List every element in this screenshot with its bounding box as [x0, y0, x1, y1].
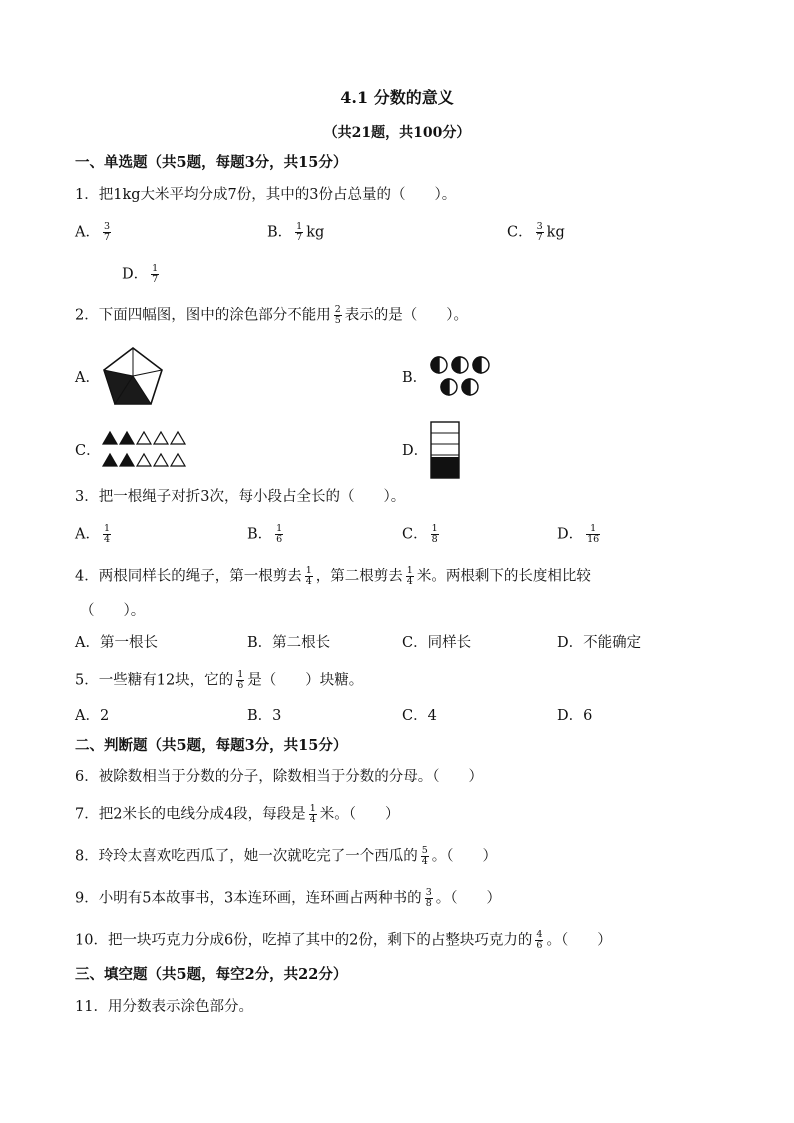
question-8-stem: [75, 846, 497, 867]
q3-option-a-label: A．: [75, 526, 100, 543]
q3-option-b-label: B．: [247, 526, 273, 543]
numerator: 1: [103, 523, 111, 534]
numerator: 3: [103, 221, 111, 232]
question-5-stem-post: 是（ ）块糖。: [247, 672, 364, 689]
q4-option-c: C．同样长: [402, 635, 472, 651]
question-8-stem-post: 。（ ）: [431, 848, 498, 865]
q2-option-c-label: C．: [75, 443, 101, 459]
q4-option-b: B．第二根长: [247, 635, 331, 651]
denominator: 4: [305, 576, 312, 587]
page-title: 4.1 分数的意义: [340, 88, 454, 107]
q3-option-a: [75, 524, 114, 545]
denominator: 4: [406, 576, 413, 587]
question-7-stem-post: 米。（ ）: [319, 806, 400, 823]
question-9-stem-pre: 9．小明有5本故事书，3本连环画，连环画占两种书的: [75, 890, 422, 907]
q1-option-d-fraction: [151, 264, 159, 285]
q1-option-a-label: A．: [75, 224, 100, 241]
section-heading-true-false: 二、判断题（共5题，每题3分，共15分）: [75, 737, 348, 754]
denominator: 6: [237, 680, 244, 691]
q3-option-d-label: D．: [557, 526, 584, 543]
question-8-fraction: [421, 846, 429, 867]
denominator: 6: [276, 534, 283, 545]
question-9-stem-post: 。（ ）: [435, 890, 501, 907]
question-7-fraction: [309, 804, 317, 825]
question-4-fraction-2: [406, 566, 414, 587]
numerator: 1: [431, 523, 438, 534]
q4-option-a: A．第一根长: [75, 635, 158, 651]
numerator: 1: [152, 263, 159, 274]
question-4-stem-line2: （ ）。: [80, 603, 146, 619]
q2-option-a-label: A．: [75, 370, 100, 386]
q5-option-d: D．6: [557, 708, 593, 724]
q3-option-c-fraction: [431, 524, 439, 545]
q3-option-c: [402, 524, 442, 545]
q2-option-d-label: D．: [402, 443, 429, 459]
denominator: 16: [587, 534, 600, 545]
numerator: 4: [536, 929, 543, 940]
question-7-stem: [75, 804, 399, 825]
question-9-fraction: [425, 888, 433, 909]
question-4-stem-post: 米。两根剩下的长度相比较: [416, 568, 591, 585]
denominator: 4: [421, 856, 428, 867]
question-10-stem-post: 。（ ）: [546, 932, 612, 949]
denominator: 4: [309, 814, 316, 825]
question-10-fraction: [535, 930, 543, 951]
section-heading-single-choice: 一、单选题（共5题，每题3分，共15分）: [75, 154, 348, 171]
question-3-stem: 3．把一根绳子对折3次，每小段占全长的（ ）。: [75, 489, 406, 505]
numerator: 2: [334, 304, 341, 315]
question-2-stem-post: 表示的是（ ）。: [344, 307, 469, 324]
numerator: 1: [276, 523, 283, 534]
question-10-stem-pre: 10．把一块巧克力分成6份，吃掉了其中的2份，剩下的占整块巧克力的: [75, 932, 533, 949]
question-4-stem: [75, 566, 591, 587]
q1-option-c: [507, 222, 565, 243]
q1-option-b-fraction: [295, 222, 303, 243]
q1-option-b: [267, 222, 324, 243]
denominator: 7: [296, 232, 303, 243]
half-shaded-circles-figure: [430, 356, 492, 398]
denominator: 4: [103, 534, 111, 545]
q1-option-c-label: C．: [507, 224, 533, 241]
q1-option-a: [75, 222, 114, 243]
q1-option-b-unit: kg: [306, 224, 325, 241]
numerator: 3: [425, 887, 432, 898]
q1-option-c-unit: kg: [546, 224, 565, 241]
q5-option-a: A．2: [75, 708, 110, 724]
question-10-stem: [75, 930, 612, 951]
pentagon-figure: [102, 346, 164, 406]
q3-option-c-label: C．: [402, 526, 428, 543]
numerator: 5: [421, 845, 428, 856]
question-2-stem-pre: 2．下面四幅图，图中的涂色部分不能用: [75, 307, 331, 324]
question-4-stem-mid: ，第二根剪去: [315, 568, 403, 585]
question-5-fraction: [236, 670, 244, 691]
page-subtitle: （共21题，共100分）: [323, 125, 471, 141]
question-4-stem-pre: 4．两根同样长的绳子，第一根剪去: [75, 568, 302, 585]
question-9-stem: [75, 888, 501, 909]
q1-option-d-label: D．: [122, 266, 149, 283]
question-1-stem: 1．把1kg大米平均分成7份，其中的3份占总量的（ ）。: [75, 187, 457, 203]
question-7-stem-pre: 7．把2米长的电线分成4段，每段是: [75, 806, 306, 823]
q5-option-b: B．3: [247, 708, 282, 724]
q3-option-d: [557, 524, 603, 545]
denominator: 7: [536, 232, 543, 243]
question-6-stem: 6．被除数相当于分数的分子，除数相当于分数的分母。（ ）: [75, 769, 483, 785]
question-2-stem: [75, 305, 468, 326]
q1-option-c-fraction: [536, 222, 544, 243]
q3-option-b-fraction: [275, 524, 283, 545]
q1-option-d: [122, 264, 162, 285]
numerator: 1: [296, 221, 303, 232]
q3-option-b: [247, 524, 286, 545]
section-heading-fill-blank: 三、填空题（共5题，每空2分，共22分）: [75, 966, 348, 983]
numerator: 1: [309, 803, 316, 814]
q5-option-c: C．4: [402, 708, 437, 724]
q1-option-a-fraction: [103, 222, 111, 243]
denominator: 6: [536, 940, 543, 951]
numerator: 1: [237, 669, 244, 680]
question-2-fraction: [334, 305, 342, 326]
triangles-figure: [103, 430, 191, 468]
stacked-bar-figure: [430, 421, 460, 479]
denominator: 7: [152, 274, 159, 285]
question-8-stem-pre: 8．玲玲太喜欢吃西瓜了，她一次就吃完了一个西瓜的: [75, 848, 418, 865]
numerator: 1: [590, 523, 597, 534]
q3-option-a-fraction: [103, 524, 111, 545]
q3-option-d-fraction: [586, 524, 600, 545]
q4-option-d: D．不能确定: [557, 635, 642, 651]
numerator: 1: [406, 565, 413, 576]
denominator: 7: [103, 232, 111, 243]
numerator: 3: [536, 221, 543, 232]
question-11-stem: 11．用分数表示涂色部分。: [75, 999, 253, 1015]
q1-option-b-label: B．: [267, 224, 293, 241]
denominator: 5: [334, 315, 341, 326]
numerator: 1: [305, 565, 312, 576]
q2-option-b-label: B．: [402, 370, 428, 386]
denominator: 8: [431, 534, 438, 545]
question-4-fraction-1: [305, 566, 313, 587]
question-5-stem-pre: 5．一些糖有12块，它的: [75, 672, 234, 689]
question-5-stem: [75, 670, 363, 691]
denominator: 8: [425, 898, 432, 909]
